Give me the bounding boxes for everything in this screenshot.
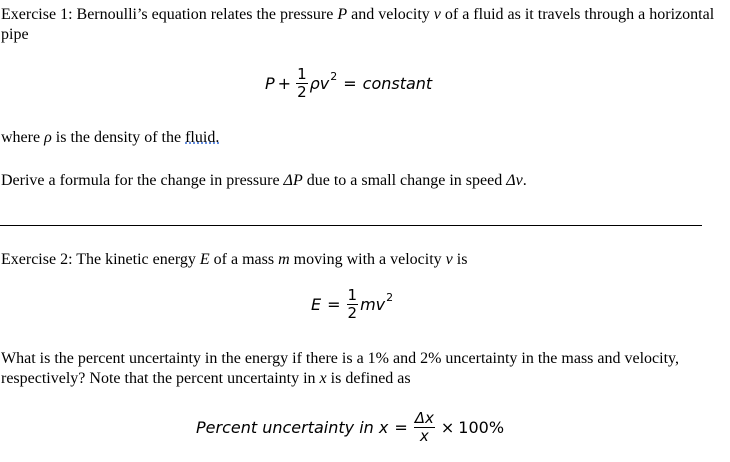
fraction-one-half: $\frac{1}{2}$ xyxy=(347,286,358,322)
var-x: x xyxy=(319,370,327,387)
var-velocity: v xyxy=(445,251,453,268)
kinetic-energy-equation: E = $\frac{1}{2}$ mv 2 xyxy=(311,286,394,322)
exercise-1-task: Derive a formula for the change in pressure ΔP due to a small change in speed Δv. xyxy=(1,172,527,189)
fraction-one-half: $\frac{1}{2}$ xyxy=(297,65,307,101)
fraction-delta-x-over-x: $\frac{\Delta x}{x}$ xyxy=(414,409,434,445)
var-delta-p: ΔP xyxy=(283,172,303,189)
var-mass: m xyxy=(278,251,290,268)
exercise-1-intro: Exercise 1: Bernoulli’s equation relates the pressure P and velocity v of a fluid as it travels through a horizontal pipe xyxy=(1,6,715,43)
var-velocity: v xyxy=(433,6,441,23)
var-energy: E xyxy=(199,251,210,268)
density-definition: where ρ is the density of the fluid. xyxy=(1,129,220,146)
var-delta-v: Δv xyxy=(506,172,523,189)
fluid-link[interactable]: fluid. xyxy=(185,129,220,146)
exercise-2-intro: Exercise 2: The kinetic energy E of a mass m moving with a velocity v is xyxy=(1,251,468,268)
var-rho: ρ xyxy=(44,129,52,146)
exercise-2-question: What is the percent uncertainty in the energy if there is a 1% and 2% uncertainty in the mass and velocity, respectively? Note that the percent uncertainty in x is defined as xyxy=(1,350,679,387)
section-divider xyxy=(0,225,702,226)
bernoulli-equation: P + $\frac{1}{2}$ ρv 2 = constant xyxy=(265,65,433,101)
percent-uncertainty-equation: Percent uncertainty in x = $\frac{\Delta x}{x}$ × 100% xyxy=(196,409,505,445)
var-pressure: P xyxy=(337,6,348,23)
